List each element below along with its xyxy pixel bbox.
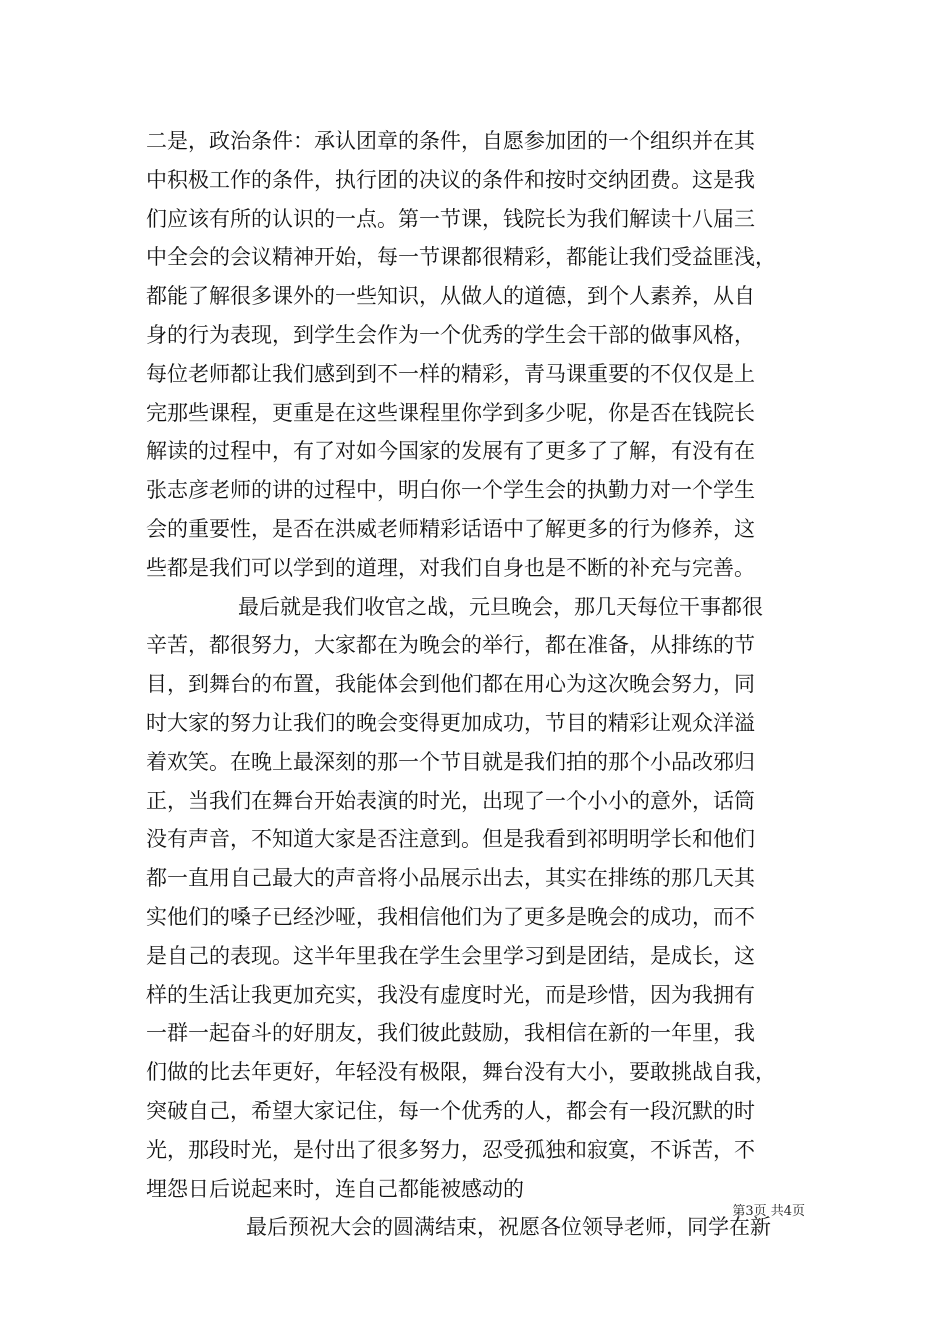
text-line: 辛苦，都很努力，大家都在为晚会的举行，都在准备，从排练的节: [146, 633, 755, 658]
text-line: 突破自己，希望大家记住，每一个优秀的人，都会有一段沉默的时: [146, 1098, 755, 1123]
text-line: 都能了解很多课外的一些知识，从做人的道德，到个人素养，从自: [146, 284, 755, 309]
text-line: 会的重要性，是否在洪威老师精彩话语中了解更多的行为修养，这: [146, 516, 755, 541]
text-line: 埋怨日后说起来时，连自己都能被感动的: [146, 1176, 524, 1201]
text-line: 目，到舞台的布置，我能体会到他们都在用心为这次晚会努力，同: [146, 672, 755, 697]
text-line: 时大家的努力让我们的晚会变得更加成功，节目的精彩让观众洋溢: [146, 710, 755, 735]
body-text: [146, 122, 806, 1247]
text-line: 二是，政治条件：承认团章的条件，自愿参加团的一个组织并在其: [146, 129, 755, 153]
text-line: 都一直用自己最大的声音将小品展示出去，其实在排练的那几天其: [146, 866, 755, 891]
text-line: 中全会的会议精神开始，每一节课都很精彩，都能让我们受益匪浅，: [146, 245, 776, 270]
text-line: 们应该有所的认识的一点。第一节课，钱院长为我们解读十八届三: [146, 206, 755, 231]
paragraph-start-line: 最后预祝大会的圆满结束，祝愿各位领导老师，同学在新: [246, 1215, 771, 1240]
page-footer: 第3页 共4页: [732, 1204, 805, 1219]
paragraph-start-line: 最后就是我们收官之战，元旦晚会，那几天每位干事都很: [238, 594, 763, 619]
text-line: 光，那段时光，是付出了很多努力，忍受孤独和寂寞，不诉苦，不: [146, 1137, 755, 1162]
text-line: 们做的比去年更好，年轻没有极限，舞台没有大小，要敢挑战自我，: [146, 1060, 776, 1085]
text-line: 没有声音，不知道大家是否注意到。但是我看到祁明明学长和他们: [146, 827, 755, 852]
text-line: 张志彦老师的讲的过程中，明白你一个学生会的执勤力对一个学生: [146, 478, 755, 503]
text-line: 是自己的表现。这半年里我在学生会里学习到是团结，是成长，这: [146, 943, 755, 968]
text-line: 样的生活让我更加充实，我没有虚度时光，而是珍惜，因为我拥有: [146, 982, 755, 1007]
text-line: 一群一起奋斗的好朋友，我们彼此鼓励，我相信在新的一年里，我: [146, 1021, 755, 1046]
text-line: 完那些课程，更重是在这些课程里你学到多少呢，你是否在钱院长: [146, 400, 755, 425]
text-line: 实他们的嗓子已经沙哑，我相信他们为了更多是晚会的成功，而不: [146, 904, 755, 929]
text-line: 正，当我们在舞台开始表演的时光，出现了一个小小的意外，话筒: [146, 788, 755, 813]
text-line: 着欢笑。在晚上最深刻的那一个节目就是我们拍的那个小品改邪归: [146, 749, 755, 774]
text-line: 中积极工作的条件，执行团的决议的条件和按时交纳团费。这是我: [146, 167, 755, 192]
text-line: 些都是我们可以学到的道理，对我们自身也是不断的补充与完善。: [146, 555, 755, 580]
text-line: 每位老师都让我们感到到不一样的精彩，青马课重要的不仅仅是上: [146, 361, 755, 386]
text-line: 身的行为表现，到学生会作为一个优秀的学生会干部的做事风格，: [146, 322, 755, 347]
text-line: 解读的过程中，有了对如今国家的发展有了更多了了解，有没有在: [146, 439, 755, 464]
